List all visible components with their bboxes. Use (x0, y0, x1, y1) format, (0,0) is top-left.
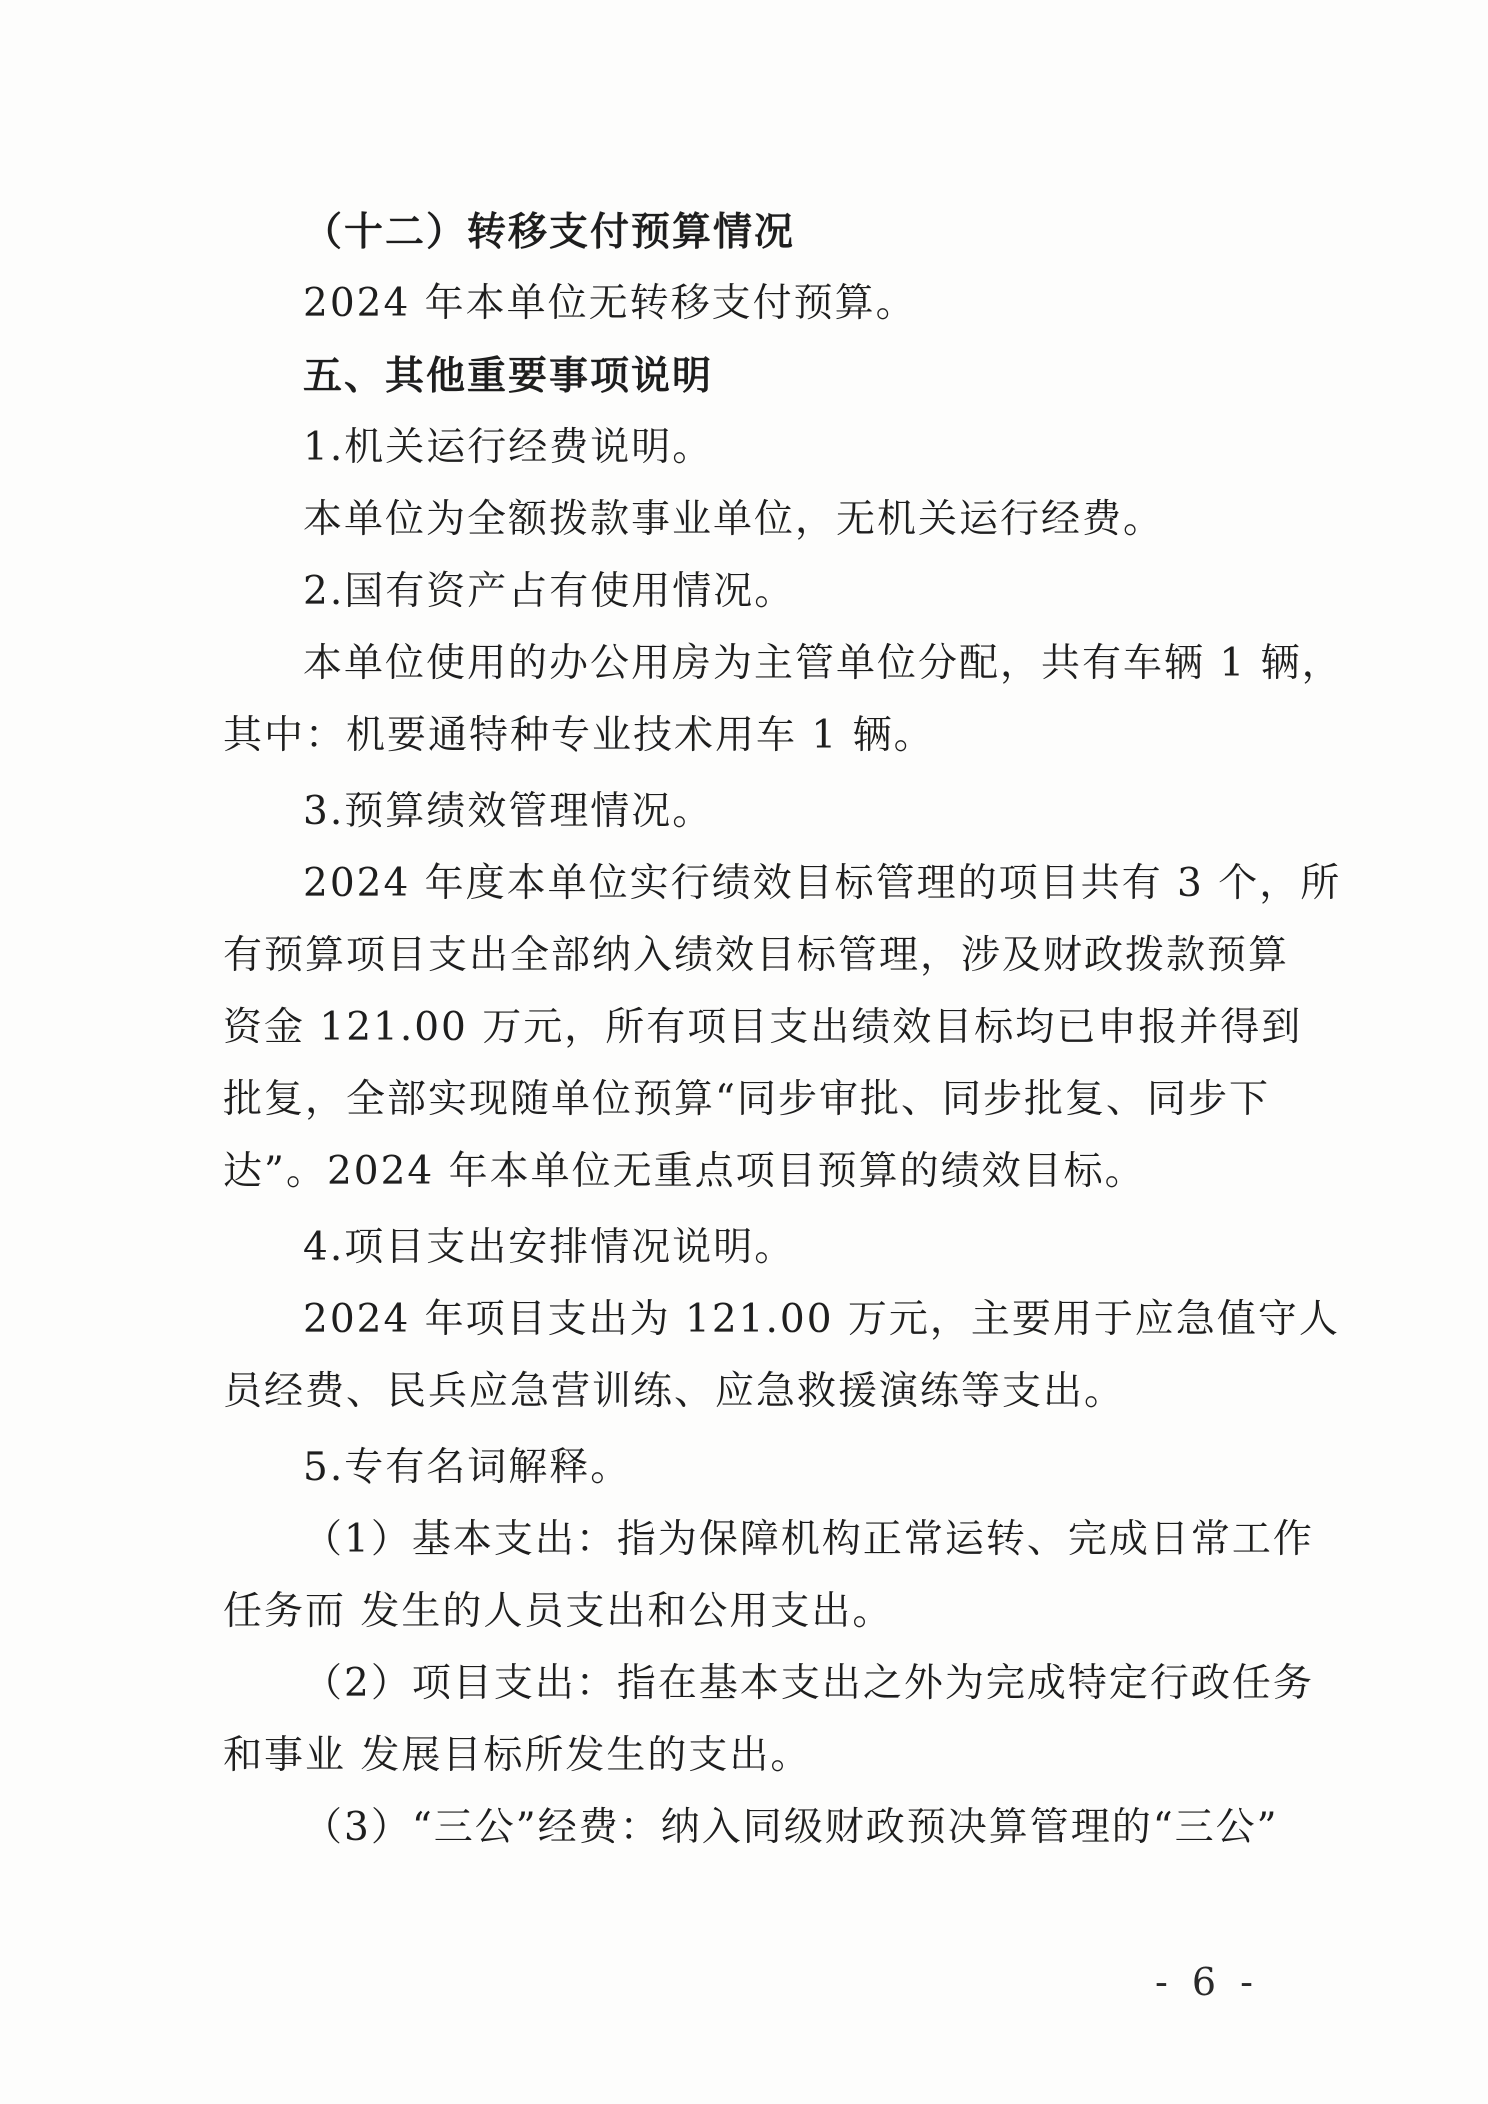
item2-title: 2.国有资产占有使用情况。 (303, 569, 796, 614)
item3-body-line5: 达”。2024 年本单位无重点项目预算的绩效目标。 (223, 1149, 1146, 1194)
item3-body-line1: 2024 年度本单位实行绩效目标管理的项目共有 3 个，所 (303, 861, 1342, 906)
section12-heading: （十二）转移支付预算情况 (303, 209, 796, 255)
section12-body: 2024 年本单位无转移支付预算。 (303, 281, 917, 326)
item1-body: 本单位为全额拨款事业单位，无机关运行经费。 (303, 497, 1165, 542)
term2-line2: 和事业 发展目标所发生的支出。 (223, 1733, 812, 1778)
term3-line1: （3）“三公”经费：纳入同级财政预决算管理的“三公” (303, 1805, 1279, 1850)
item1-title: 1.机关运行经费说明。 (303, 425, 714, 470)
item3-body-line2: 有预算项目支出全部纳入绩效目标管理，涉及财政拨款预算 (223, 933, 1290, 978)
item4-body-line2: 员经费、民兵应急营训练、应急救援演练等支出。 (223, 1369, 1126, 1414)
item5-title: 5.专有名词解释。 (303, 1445, 632, 1490)
item4-body-line1: 2024 年项目支出为 121.00 万元，主要用于应急值守人 (303, 1297, 1340, 1342)
page-number: - 6 - (1155, 1960, 1260, 2004)
term1-line2: 任务而 发生的人员支出和公用支出。 (223, 1589, 894, 1634)
item3-body-line4: 批复，全部实现随单位预算“同步审批、同步批复、同步下 (223, 1077, 1270, 1122)
item2-body-line2: 其中：机要通特种专业技术用车 1 辆。 (223, 713, 935, 758)
item4-title: 4.项目支出安排情况说明。 (303, 1225, 796, 1270)
section5-heading: 五、其他重要事项说明 (303, 353, 714, 399)
item3-title: 3.预算绩效管理情况。 (303, 789, 714, 834)
term1-line1: （1）基本支出：指为保障机构正常运转、完成日常工作 (303, 1517, 1314, 1562)
term2-line1: （2）项目支出：指在基本支出之外为完成特定行政任务 (303, 1661, 1314, 1706)
item2-body-line1: 本单位使用的办公用房为主管单位分配，共有车辆 1 辆， (303, 641, 1343, 686)
item3-body-line3: 资金 121.00 万元，所有项目支出绩效目标均已申报并得到 (223, 1005, 1303, 1050)
document-body (223, 196, 1343, 1864)
